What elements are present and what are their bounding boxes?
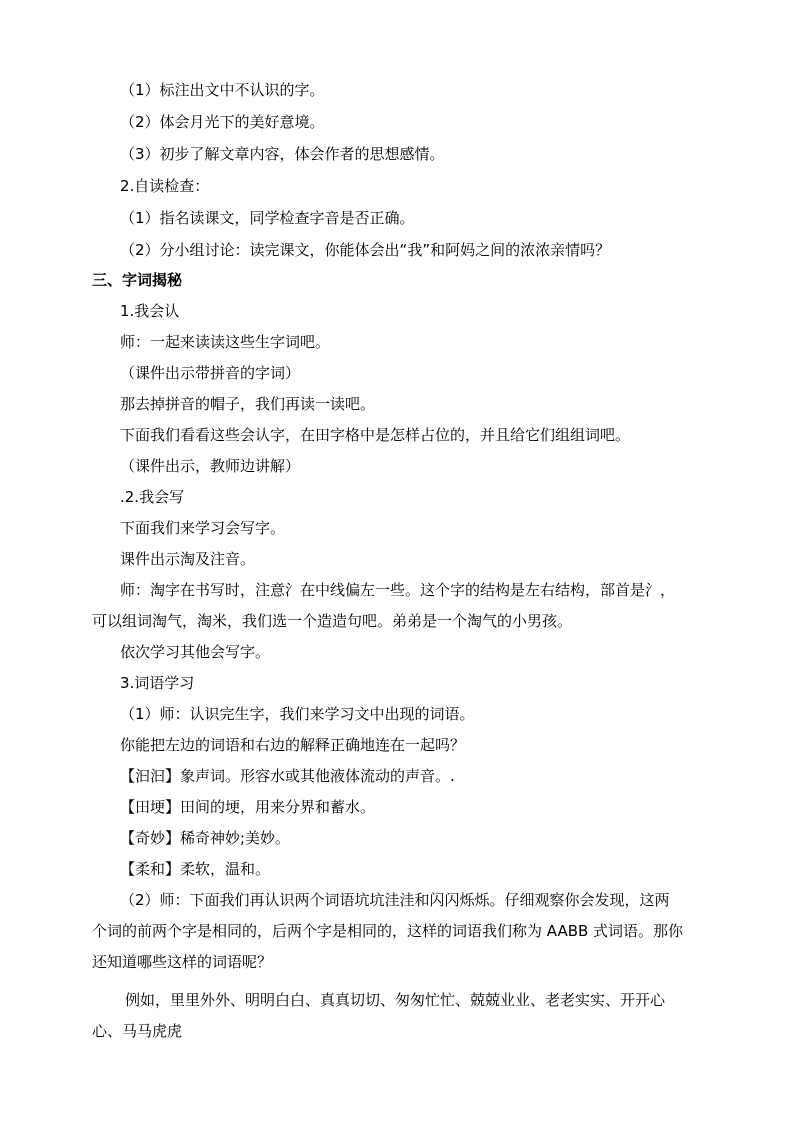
aabb-paragraph-line-2: 个词的前两个字是相同的，后两个字是相同的，这样的词语我们称为 AABB 式词语。那你 (92, 922, 684, 940)
self-check-line-2: （2）分小组讨论：读完课文，你能体会出“我”和阿妈之间的浓浓亲情吗？ (120, 241, 611, 259)
aabb-paragraph-line-1: （2）师：下面我们再认识两个词语坑坑洼洼和闪闪烁烁。仔细观察你会发现，这两 (120, 891, 670, 909)
vocab-item-1: 【汩汩】象声词。形容水或其他液体流动的声音。. (120, 767, 455, 785)
section-heading: 三、字词揭秘 (92, 271, 183, 289)
vocab-line-2: 你能把左边的词语和右边的解释正确地连在一起吗？ (120, 736, 466, 754)
vocab-line-1: （1）师：认识完生字，我们来学习文中出现的词语。 (120, 705, 475, 723)
self-check-title: 2.自读检查： (120, 177, 210, 195)
objective-line-3: （3）初步了解文章内容，体会作者的思想感情。 (120, 145, 445, 163)
write-line-3b: 可以组词淘气，淘米，我们选一个造造句吧。弟弟是一个淘气的小男孩。 (92, 612, 573, 630)
vocab-item-3: 【奇妙】稀奇神妙;美妙。 (120, 829, 291, 847)
recognize-line-1: 师：一起来读读这些生字词吧。 (120, 333, 331, 351)
recognize-line-4: 下面我们看看这些会认字，在田字格中是怎样占位的，并且给它们组组词吧。 (120, 426, 631, 444)
objective-line-1: （1）标注出文中不认识的字。 (120, 81, 325, 99)
vocab-item-2: 【田埂】田间的埂，用来分界和蓄水。 (120, 798, 376, 816)
recognize-line-5: （课件出示，教师边讲解） (120, 457, 301, 475)
write-line-4: 依次学习其他会写字。 (120, 643, 271, 661)
objective-line-2: （2）体会月光下的美好意境。 (120, 113, 325, 131)
vocab-item-4: 【柔和】柔软，温和。 (120, 860, 271, 878)
recognize-line-2: （课件出示带拼音的字词） (120, 364, 301, 382)
recognize-line-3: 那去掉拼音的帽子，我们再读一读吧。 (120, 395, 376, 413)
self-check-line-1: （1）指名读课文，同学检查字音是否正确。 (120, 209, 415, 227)
write-line-2: 课件出示淘及注音。 (120, 550, 256, 568)
recognize-title: 1.我会认 (120, 302, 180, 320)
aabb-paragraph-line-3: 还知道哪些这样的词语呢？ (92, 953, 273, 971)
write-line-1: 下面我们来学习会写字。 (120, 519, 286, 537)
write-line-3a: 师：淘字在书写时，注意氵在中线偏左一些。这个字的结构是左右结构，部首是氵， (120, 581, 676, 599)
write-title: .2.我会写 (120, 488, 185, 506)
vocab-title: 3.词语学习 (120, 674, 195, 692)
example-line-1: 例如，里里外外、明明白白、真真切切、匆匆忙忙、兢兢业业、老老实实、开开心 (125, 991, 666, 1009)
example-line-2: 心、马马虎虎 (92, 1022, 183, 1040)
